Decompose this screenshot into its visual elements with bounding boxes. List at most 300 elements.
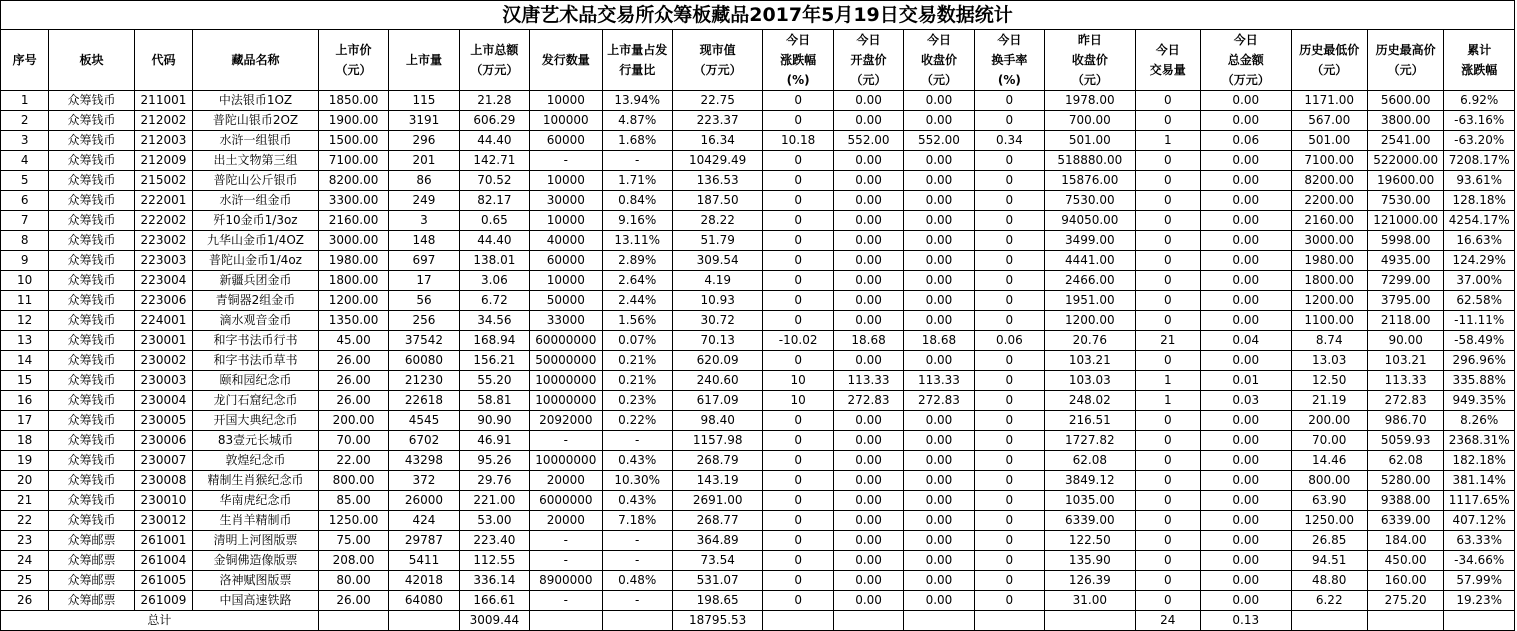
table-cell[interactable]: 龙门石窟纪念币 [193, 391, 319, 411]
table-cell[interactable]: 众筹钱币 [49, 411, 135, 431]
table-cell[interactable]: 2 [1, 111, 49, 131]
table-cell[interactable]: 156.21 [459, 351, 529, 371]
table-cell[interactable]: 296.96% [1444, 351, 1515, 371]
total-cell-empty[interactable] [1444, 611, 1515, 631]
table-cell[interactable]: 0.00 [833, 91, 903, 111]
table-cell[interactable]: 83壹元长城币 [193, 431, 319, 451]
table-cell[interactable]: 众筹钱币 [49, 391, 135, 411]
table-cell[interactable]: 众筹钱币 [49, 211, 135, 231]
table-cell[interactable]: 0.84% [602, 191, 672, 211]
total-label[interactable]: 总计 [1, 611, 319, 631]
table-cell[interactable]: 0.00 [1200, 431, 1291, 451]
table-cell[interactable]: 2466.00 [1045, 271, 1136, 291]
table-cell[interactable]: 精制生肖猴纪念币 [193, 471, 319, 491]
table-cell[interactable]: 60000 [530, 251, 602, 271]
column-header[interactable] [134, 30, 192, 91]
table-cell[interactable]: 0.00 [833, 491, 903, 511]
table-cell[interactable]: 1250.00 [318, 511, 388, 531]
column-header[interactable] [49, 30, 135, 91]
table-cell[interactable]: 7208.17% [1444, 151, 1515, 171]
table-cell[interactable]: 90.00 [1367, 331, 1443, 351]
table-cell[interactable]: 10000 [530, 211, 602, 231]
table-cell[interactable]: 50000000 [530, 351, 602, 371]
table-cell[interactable]: 0.00 [1200, 551, 1291, 571]
table-cell[interactable]: 700.00 [1045, 111, 1136, 131]
table-cell[interactable]: 0 [1135, 111, 1200, 131]
table-cell[interactable]: 200.00 [318, 411, 388, 431]
table-cell[interactable]: 0.00 [833, 471, 903, 491]
table-cell[interactable]: 201 [389, 151, 459, 171]
table-cell[interactable]: 0.00 [1200, 151, 1291, 171]
table-cell[interactable]: 10000000 [530, 391, 602, 411]
table-cell[interactable]: 0.00 [904, 471, 974, 491]
table-cell[interactable]: - [602, 531, 672, 551]
table-cell[interactable]: 0.00 [833, 431, 903, 451]
table-cell[interactable]: 800.00 [1291, 471, 1367, 491]
table-cell[interactable]: 223006 [134, 291, 192, 311]
table-cell[interactable]: 10.18 [763, 131, 833, 151]
table-cell[interactable]: 0 [974, 471, 1044, 491]
table-cell[interactable]: 240.60 [672, 371, 763, 391]
table-cell[interactable]: 0.00 [1200, 111, 1291, 131]
table-cell[interactable]: 617.09 [672, 391, 763, 411]
table-cell[interactable]: 40000 [530, 231, 602, 251]
table-cell[interactable]: 0.00 [1200, 491, 1291, 511]
table-cell[interactable]: 2160.00 [1291, 211, 1367, 231]
table-cell[interactable]: 62.58% [1444, 291, 1515, 311]
table-cell[interactable]: 13.11% [602, 231, 672, 251]
table-cell[interactable]: 出土文物第三组 [193, 151, 319, 171]
table-cell[interactable]: 16.63% [1444, 231, 1515, 251]
table-cell[interactable]: 22.75 [672, 91, 763, 111]
table-cell[interactable]: 46.91 [459, 431, 529, 451]
table-cell[interactable]: 10 [1, 271, 49, 291]
table-cell[interactable]: 272.83 [904, 391, 974, 411]
table-cell[interactable]: 普陀山公斤银币 [193, 171, 319, 191]
table-cell[interactable]: 4935.00 [1367, 251, 1443, 271]
table-cell[interactable]: 19600.00 [1367, 171, 1443, 191]
table-cell[interactable]: 3499.00 [1045, 231, 1136, 251]
table-cell[interactable]: 21 [1135, 331, 1200, 351]
table-cell[interactable]: 335.88% [1444, 371, 1515, 391]
table-cell[interactable]: 6339.00 [1367, 511, 1443, 531]
table-cell[interactable]: 0.00 [1200, 531, 1291, 551]
table-cell[interactable]: 7.18% [602, 511, 672, 531]
table-cell[interactable]: 70.00 [318, 431, 388, 451]
table-cell[interactable]: 众筹钱币 [49, 171, 135, 191]
table-cell[interactable]: 0.00 [833, 291, 903, 311]
table-cell[interactable]: 0 [1135, 171, 1200, 191]
table-cell[interactable]: 0.00 [1200, 411, 1291, 431]
table-cell[interactable]: 1800.00 [1291, 271, 1367, 291]
table-cell[interactable]: 407.12% [1444, 511, 1515, 531]
table-cell[interactable]: 0.00 [1200, 171, 1291, 191]
total-market-value[interactable]: 18795.53 [672, 611, 763, 631]
table-cell[interactable]: 70.00 [1291, 431, 1367, 451]
table-cell[interactable]: 21 [1, 491, 49, 511]
table-cell[interactable]: 606.29 [459, 111, 529, 131]
table-cell[interactable]: 7 [1, 211, 49, 231]
table-cell[interactable]: 25 [1, 571, 49, 591]
table-cell[interactable]: 0.00 [1200, 231, 1291, 251]
table-cell[interactable]: 7100.00 [318, 151, 388, 171]
table-cell[interactable]: 0.00 [1200, 511, 1291, 531]
table-cell[interactable]: 230007 [134, 451, 192, 471]
table-cell[interactable]: 21.28 [459, 91, 529, 111]
table-cell[interactable]: 5 [1, 171, 49, 191]
table-cell[interactable]: 1727.82 [1045, 431, 1136, 451]
table-cell[interactable]: - [530, 151, 602, 171]
table-cell[interactable]: 1350.00 [318, 311, 388, 331]
table-cell[interactable]: 230008 [134, 471, 192, 491]
table-cell[interactable]: 48.80 [1291, 571, 1367, 591]
table-cell[interactable]: 113.33 [1367, 371, 1443, 391]
table-cell[interactable]: 57.99% [1444, 571, 1515, 591]
table-cell[interactable]: -34.66% [1444, 551, 1515, 571]
table-cell[interactable]: 0.00 [904, 171, 974, 191]
table-cell[interactable]: 1980.00 [318, 251, 388, 271]
table-cell[interactable]: 34.56 [459, 311, 529, 331]
table-cell[interactable]: 0.00 [904, 351, 974, 371]
table-cell[interactable]: 2092000 [530, 411, 602, 431]
table-cell[interactable]: 128.18% [1444, 191, 1515, 211]
table-cell[interactable]: 26.00 [318, 591, 388, 611]
table-cell[interactable]: 198.65 [672, 591, 763, 611]
table-cell[interactable]: 0.00 [833, 271, 903, 291]
table-cell[interactable]: 30000 [530, 191, 602, 211]
table-cell[interactable]: 95.26 [459, 451, 529, 471]
table-cell[interactable]: 4.19 [672, 271, 763, 291]
table-cell[interactable]: 5280.00 [1367, 471, 1443, 491]
total-cell-empty[interactable] [602, 611, 672, 631]
column-header[interactable] [833, 30, 903, 91]
table-cell[interactable]: 0.00 [1200, 591, 1291, 611]
column-header[interactable] [1367, 30, 1443, 91]
table-cell[interactable]: 0 [763, 211, 833, 231]
table-cell[interactable]: 7100.00 [1291, 151, 1367, 171]
table-cell[interactable]: 众筹邮票 [49, 571, 135, 591]
table-cell[interactable]: 136.53 [672, 171, 763, 191]
column-header[interactable] [1200, 30, 1291, 91]
table-cell[interactable]: 0 [974, 91, 1044, 111]
table-cell[interactable]: 85.00 [318, 491, 388, 511]
table-cell[interactable]: 0.00 [904, 91, 974, 111]
table-cell[interactable]: 滴水观音金币 [193, 311, 319, 331]
table-cell[interactable]: 26.85 [1291, 531, 1367, 551]
table-cell[interactable]: - [530, 431, 602, 451]
table-cell[interactable]: 113.33 [833, 371, 903, 391]
table-cell[interactable]: 0 [974, 151, 1044, 171]
table-cell[interactable]: 0 [1135, 531, 1200, 551]
table-cell[interactable]: 0.00 [1200, 191, 1291, 211]
table-cell[interactable]: 21.19 [1291, 391, 1367, 411]
table-cell[interactable]: 歼10金币1/3oz [193, 211, 319, 231]
table-cell[interactable]: 0.43% [602, 491, 672, 511]
table-cell[interactable]: 50000 [530, 291, 602, 311]
table-cell[interactable]: 0 [763, 531, 833, 551]
table-cell[interactable]: 1 [1, 91, 49, 111]
table-cell[interactable]: 2.64% [602, 271, 672, 291]
table-cell[interactable]: 0.00 [1200, 291, 1291, 311]
table-cell[interactable]: 众筹钱币 [49, 311, 135, 331]
table-cell[interactable]: 3849.12 [1045, 471, 1136, 491]
table-cell[interactable]: 22618 [389, 391, 459, 411]
column-header[interactable] [904, 30, 974, 91]
table-cell[interactable]: 0.65 [459, 211, 529, 231]
table-cell[interactable]: 14.46 [1291, 451, 1367, 471]
table-cell[interactable]: 0 [1135, 571, 1200, 591]
table-cell[interactable]: 53.00 [459, 511, 529, 531]
table-cell[interactable]: 华南虎纪念币 [193, 491, 319, 511]
table-cell[interactable]: 45.00 [318, 331, 388, 351]
table-cell[interactable]: 0.00 [904, 291, 974, 311]
table-cell[interactable]: - [530, 531, 602, 551]
table-cell[interactable]: 230012 [134, 511, 192, 531]
table-cell[interactable]: 29.76 [459, 471, 529, 491]
table-cell[interactable]: 501.00 [1291, 131, 1367, 151]
table-cell[interactable]: 2.89% [602, 251, 672, 271]
table-cell[interactable]: 0 [1135, 351, 1200, 371]
table-cell[interactable]: 272.83 [833, 391, 903, 411]
table-cell[interactable]: 3000.00 [318, 231, 388, 251]
table-cell[interactable]: 60000000 [530, 331, 602, 351]
table-cell[interactable]: 0 [974, 351, 1044, 371]
table-cell[interactable]: 8 [1, 231, 49, 251]
table-cell[interactable]: 160.00 [1367, 571, 1443, 591]
table-cell[interactable]: 新疆兵团金币 [193, 271, 319, 291]
table-cell[interactable]: 众筹钱币 [49, 191, 135, 211]
table-cell[interactable]: 212003 [134, 131, 192, 151]
table-cell[interactable]: 44.40 [459, 131, 529, 151]
table-cell[interactable]: 12 [1, 311, 49, 331]
total-cell-empty[interactable] [1045, 611, 1136, 631]
table-cell[interactable]: 256 [389, 311, 459, 331]
table-cell[interactable]: 30.72 [672, 311, 763, 331]
table-cell[interactable]: 44.40 [459, 231, 529, 251]
table-cell[interactable]: 颐和园纪念币 [193, 371, 319, 391]
table-cell[interactable]: 552.00 [833, 131, 903, 151]
table-cell[interactable]: 0.03 [1200, 391, 1291, 411]
table-cell[interactable]: 5600.00 [1367, 91, 1443, 111]
table-cell[interactable]: 31.00 [1045, 591, 1136, 611]
table-cell[interactable]: 0 [974, 111, 1044, 131]
table-cell[interactable]: 众筹钱币 [49, 351, 135, 371]
table-cell[interactable]: 和字书法币行书 [193, 331, 319, 351]
table-cell[interactable]: 0.00 [904, 491, 974, 511]
table-cell[interactable]: 212002 [134, 111, 192, 131]
table-cell[interactable]: 222001 [134, 191, 192, 211]
table-cell[interactable]: 0.00 [1200, 91, 1291, 111]
table-cell[interactable]: 22 [1, 511, 49, 531]
table-cell[interactable]: 12.50 [1291, 371, 1367, 391]
table-cell[interactable]: 1.56% [602, 311, 672, 331]
table-cell[interactable]: 148 [389, 231, 459, 251]
table-cell[interactable]: 8200.00 [1291, 171, 1367, 191]
table-cell[interactable]: 381.14% [1444, 471, 1515, 491]
table-cell[interactable]: 6000000 [530, 491, 602, 511]
table-cell[interactable]: 2160.00 [318, 211, 388, 231]
table-cell[interactable]: 0.21% [602, 351, 672, 371]
table-cell[interactable]: 2691.00 [672, 491, 763, 511]
table-cell[interactable]: 众筹钱币 [49, 511, 135, 531]
table-cell[interactable]: 8900000 [530, 571, 602, 591]
table-cell[interactable]: 15876.00 [1045, 171, 1136, 191]
table-cell[interactable]: 222002 [134, 211, 192, 231]
table-cell[interactable]: 0.00 [904, 591, 974, 611]
table-cell[interactable]: 10000000 [530, 371, 602, 391]
table-cell[interactable]: 0.00 [904, 231, 974, 251]
table-cell[interactable]: 0 [763, 491, 833, 511]
table-cell[interactable]: 1100.00 [1291, 311, 1367, 331]
table-cell[interactable]: 75.00 [318, 531, 388, 551]
table-cell[interactable]: 261005 [134, 571, 192, 591]
table-cell[interactable]: 0 [763, 411, 833, 431]
table-cell[interactable]: 0 [1135, 451, 1200, 471]
total-cell-empty[interactable] [530, 611, 602, 631]
table-cell[interactable]: 0 [974, 511, 1044, 531]
table-cell[interactable]: 63.33% [1444, 531, 1515, 551]
table-cell[interactable]: 14 [1, 351, 49, 371]
table-cell[interactable]: 531.07 [672, 571, 763, 591]
table-cell[interactable]: 1800.00 [318, 271, 388, 291]
table-cell[interactable]: 43298 [389, 451, 459, 471]
table-cell[interactable]: 0.00 [904, 451, 974, 471]
table-cell[interactable]: 众筹钱币 [49, 371, 135, 391]
table-cell[interactable]: 200.00 [1291, 411, 1367, 431]
table-cell[interactable]: 522000.00 [1367, 151, 1443, 171]
table-cell[interactable]: 1980.00 [1291, 251, 1367, 271]
table-cell[interactable]: 275.20 [1367, 591, 1443, 611]
table-cell[interactable]: 223.37 [672, 111, 763, 131]
table-cell[interactable]: 7530.00 [1367, 191, 1443, 211]
table-cell[interactable]: 16 [1, 391, 49, 411]
table-cell[interactable]: 0.22% [602, 411, 672, 431]
table-cell[interactable]: 众筹钱币 [49, 291, 135, 311]
table-cell[interactable]: 29787 [389, 531, 459, 551]
table-cell[interactable]: 13.94% [602, 91, 672, 111]
table-cell[interactable]: 60000 [530, 131, 602, 151]
table-cell[interactable]: 众筹钱币 [49, 151, 135, 171]
table-cell[interactable]: 6.92% [1444, 91, 1515, 111]
table-cell[interactable]: 8.74 [1291, 331, 1367, 351]
table-cell[interactable]: 6339.00 [1045, 511, 1136, 531]
table-cell[interactable]: 168.94 [459, 331, 529, 351]
table-cell[interactable]: 0.00 [904, 531, 974, 551]
table-cell[interactable]: 10000 [530, 171, 602, 191]
table-cell[interactable]: 0.21% [602, 371, 672, 391]
table-cell[interactable]: 166.61 [459, 591, 529, 611]
table-cell[interactable]: 20000 [530, 511, 602, 531]
table-cell[interactable]: 20000 [530, 471, 602, 491]
table-cell[interactable]: 0.00 [904, 571, 974, 591]
table-cell[interactable]: 1951.00 [1045, 291, 1136, 311]
table-cell[interactable]: 0.00 [1200, 251, 1291, 271]
table-cell[interactable]: 0.00 [833, 571, 903, 591]
table-cell[interactable]: 552.00 [904, 131, 974, 151]
table-cell[interactable]: 16.34 [672, 131, 763, 151]
table-cell[interactable]: -10.02 [763, 331, 833, 351]
total-cell-empty[interactable] [763, 611, 833, 631]
table-cell[interactable]: 0 [1135, 211, 1200, 231]
table-cell[interactable]: 0 [763, 551, 833, 571]
table-cell[interactable]: 424 [389, 511, 459, 531]
table-cell[interactable]: 中法银币1OZ [193, 91, 319, 111]
table-cell[interactable]: 4254.17% [1444, 211, 1515, 231]
table-cell[interactable]: 17 [1, 411, 49, 431]
table-cell[interactable]: 众筹钱币 [49, 111, 135, 131]
column-header[interactable] [318, 30, 388, 91]
table-cell[interactable]: 0.00 [1200, 471, 1291, 491]
table-cell[interactable]: 113.33 [904, 371, 974, 391]
column-header[interactable] [1045, 30, 1136, 91]
table-cell[interactable]: 18.68 [833, 331, 903, 351]
table-cell[interactable]: 1200.00 [1045, 311, 1136, 331]
column-header[interactable] [602, 30, 672, 91]
table-cell[interactable]: 0.00 [833, 111, 903, 131]
table-cell[interactable]: 6.22 [1291, 591, 1367, 611]
table-cell[interactable]: 众筹钱币 [49, 431, 135, 451]
table-cell[interactable]: 5059.93 [1367, 431, 1443, 451]
table-cell[interactable]: 0 [1135, 191, 1200, 211]
table-cell[interactable]: 0 [974, 491, 1044, 511]
table-cell[interactable]: 11 [1, 291, 49, 311]
table-cell[interactable]: 1117.65% [1444, 491, 1515, 511]
table-cell[interactable]: 122.50 [1045, 531, 1136, 551]
table-cell[interactable]: 26.00 [318, 391, 388, 411]
table-cell[interactable]: 0.00 [904, 551, 974, 571]
table-cell[interactable]: 7530.00 [1045, 191, 1136, 211]
table-cell[interactable]: 0.00 [833, 531, 903, 551]
table-cell[interactable]: 0.43% [602, 451, 672, 471]
table-cell[interactable]: 187.50 [672, 191, 763, 211]
table-cell[interactable]: -11.11% [1444, 311, 1515, 331]
table-cell[interactable]: 青铜器2组金币 [193, 291, 319, 311]
total-cell-empty[interactable] [904, 611, 974, 631]
table-cell[interactable]: 230010 [134, 491, 192, 511]
table-cell[interactable]: 21230 [389, 371, 459, 391]
table-cell[interactable]: 4441.00 [1045, 251, 1136, 271]
table-cell[interactable]: 0 [763, 251, 833, 271]
table-cell[interactable]: 生肖羊精制币 [193, 511, 319, 531]
table-cell[interactable]: 261004 [134, 551, 192, 571]
table-cell[interactable]: 450.00 [1367, 551, 1443, 571]
table-cell[interactable]: 0 [763, 591, 833, 611]
column-header[interactable] [763, 30, 833, 91]
table-cell[interactable]: 0.00 [833, 191, 903, 211]
table-cell[interactable]: 272.83 [1367, 391, 1443, 411]
table-cell[interactable]: 0.00 [1200, 311, 1291, 331]
table-cell[interactable]: 10 [763, 371, 833, 391]
table-cell[interactable]: 26 [1, 591, 49, 611]
table-cell[interactable]: 2541.00 [1367, 131, 1443, 151]
table-cell[interactable]: 2.44% [602, 291, 672, 311]
table-cell[interactable]: 182.18% [1444, 451, 1515, 471]
table-cell[interactable]: 364.89 [672, 531, 763, 551]
table-cell[interactable]: 70.52 [459, 171, 529, 191]
table-cell[interactable]: 0.00 [833, 251, 903, 271]
table-cell[interactable]: 0 [1135, 551, 1200, 571]
table-cell[interactable]: 众筹钱币 [49, 91, 135, 111]
table-cell[interactable]: 0 [763, 171, 833, 191]
table-cell[interactable]: 4.87% [602, 111, 672, 131]
table-cell[interactable]: 0 [1135, 511, 1200, 531]
table-cell[interactable]: 184.00 [1367, 531, 1443, 551]
table-cell[interactable]: 261001 [134, 531, 192, 551]
table-cell[interactable]: 0.00 [1200, 571, 1291, 591]
table-cell[interactable]: 94050.00 [1045, 211, 1136, 231]
table-cell[interactable]: 64080 [389, 591, 459, 611]
table-cell[interactable]: 众筹钱币 [49, 331, 135, 351]
